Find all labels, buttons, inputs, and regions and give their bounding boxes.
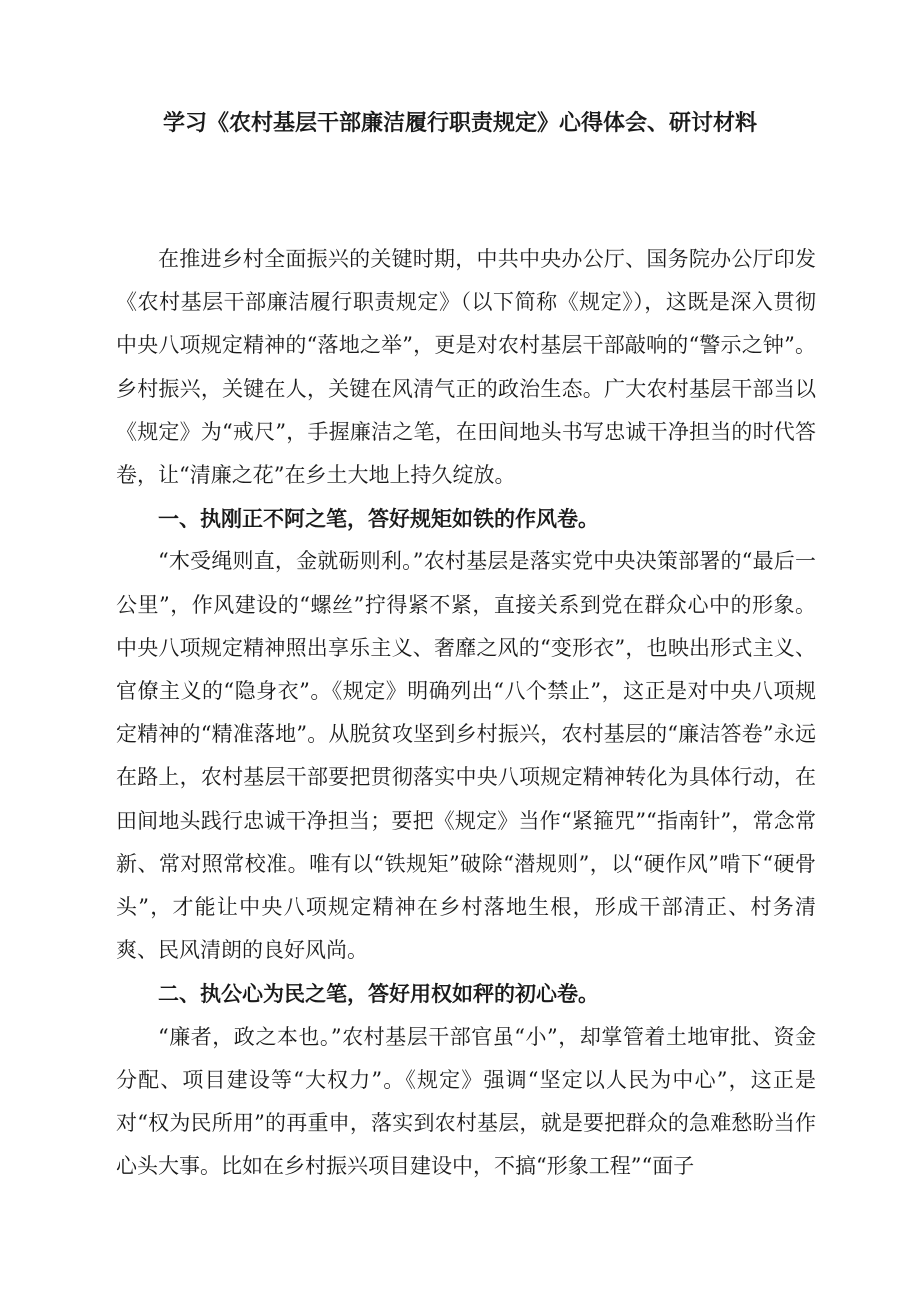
document-title: 学习《农村基层干部廉洁履行职责规定》心得体会、研讨材料 [162,110,757,136]
paragraph-intro: 在推进乡村全面振兴的关键时期，中共中央办公厅、国务院办公厅印发《农村基层干部廉洁履行职责规定》（以下简称《规定》），这既是深入贯彻中央八项规定精神的“落地之举”，更是对农村基层干部敲响的“警示之钟”。乡村振兴，关键在人，关键在风清气正的政治生态。广大农村基层干部当以《规定》为“戒尺”，手握廉洁之笔，在田间地头书写忠诚干净担当的时代答卷，让“清廉之花”在乡土大地上持久绽放。 [116,247,816,488]
section-heading-2: 二、执公心为民之笔，答好用权如秤的初心卷。 [158,981,599,1007]
paragraph-section-2: “廉者，政之本也。”农村基层干部官虽“小”，却掌管着土地审批、资金分配、项目建设等“大权力”。《规定》强调“坚定以人民为中心”，这正是对“权为民所用”的再重申，落实到农村基层，就是要把群众的急难愁盼当作心头大事。比如在乡村振兴项目建设中，不搞“形象工程”“面子 [116,1024,816,1179]
document-body [116,238,816,1188]
paragraph-section-1: “木受绳则直，金就砺则利。”农村基层是落实党中央决策部署的“最后一公里”，作风建设的“螺丝”拧得紧不紧，直接关系到党在群众心中的形象。中央八项规定精神照出享乐主义、奢靡之风的“变形衣”，也映出形式主义、官僚主义的“隐身衣”。《规定》明确列出“八个禁止”，这正是对中央八项规定精神的“精准落地”。从脱贫攻坚到乡村振兴，农村基层的“廉洁答卷”永远在路上，农村基层干部要把贯彻落实中央八项规定精神转化为具体行动，在田间地头践行忠诚干净担当；要把《规定》当作“紧箍咒”“指南针”，常念常新、常对照常校准。唯有以“铁规矩”破除“潜规则”，以“硬作风”啃下“硬骨头”，才能让中央八项规定精神在乡村落地生根，形成干部清正、村务清爽、民风清朗的良好风尚。 [116,549,816,963]
section-heading-1: 一、执刚正不阿之笔，答好规矩如铁的作风卷。 [158,506,599,532]
